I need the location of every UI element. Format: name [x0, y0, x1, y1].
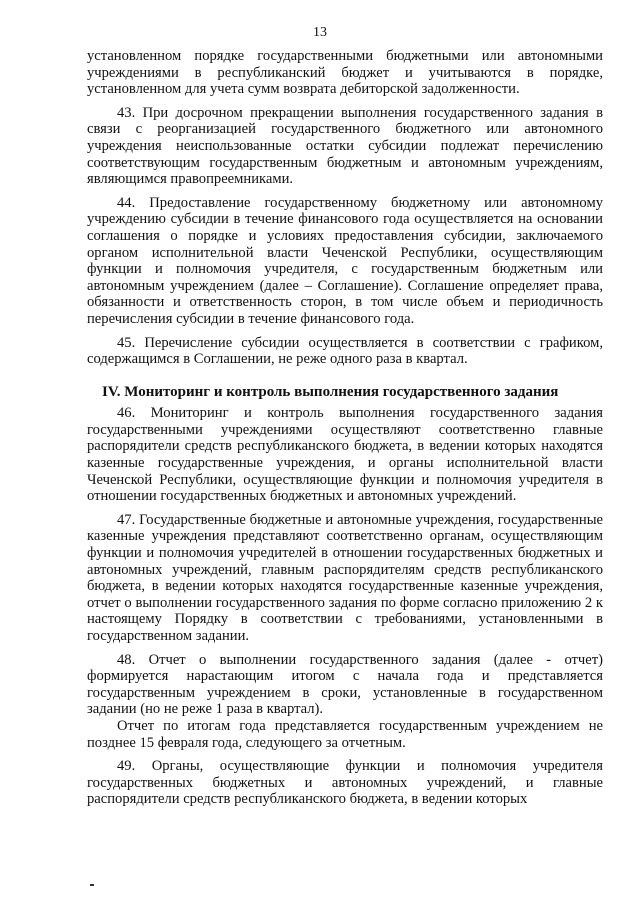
paragraph-43: 43. При досрочном прекращении выполнения государственного задания в связи с реорганизацией государственного бюджетного или автономного учреждения неиспользованные остатки субсидии подлежат перечислению соответствующим государственным бюджетным и автономным учреждениям, являющимся правопреемниками. [87, 104, 603, 188]
paragraph-48: 48. Отчет о выполнении государственного задания (далее - отчет) формируется нарастающим итогом с начала года и представляется государственным учреждением в сроки, установленные в государственном задании (но не реже 1 раза в квартал). [87, 651, 603, 718]
paragraph-44: 44. Предоставление государственному бюджетному или автономному учреждению субсидии в течение финансового года осуществляется на основании соглашения о порядке и условиях предоставления субсидии, заключаемого органом исполнительной власти Чеченской Республики, осуществляющим функции и полномочия учредителя, с государственным бюджетным или автономным учреждением (далее – Соглашение). Соглашение определяет права, обязанности и ответственность сторон, в том числе объем и периодичность перечисления субсидии в течение финансового года. [87, 194, 603, 327]
paragraph-47: 47. Государственные бюджетные и автономные учреждения, государственные казенные учреждения представляют соответственно органам, осуществляющим функции и полномочия учредителей в отношении государственных бюджетных и автономных учреждений, главным распорядителям средств республиканского бюджета, в ведении которых находятся государственные казенные учреждения, отчет о выполнении государственного задания по форме согласно приложению 2 к настоящему Порядку в соответствии с требованиями, установленными в государственном задании. [87, 511, 603, 644]
paragraph-45: 45. Перечисление субсидии осуществляется в соответствии с графиком, содержащимся в Соглашении, не реже одного раза в квартал. [87, 334, 603, 368]
section-heading: IV. Мониторинг и контроль выполнения государственного задания [102, 383, 559, 400]
paragraph-46: 46. Мониторинг и контроль выполнения государственного задания государственными учреждениями осуществляют соответственно главные распорядители средств республиканского бюджета, в ведении которых находятся казенные государственные учреждения, и органы исполнительной власти Чеченской Республики, осуществляющие функции и полномочия учредителя в отношении государственных бюджетных и автономных учреждений. [87, 405, 603, 505]
document-body [87, 48, 603, 815]
paragraph-continuation: установленном порядке государственными бюджетными или автономными учреждениями в республиканский бюджет и учитываются в порядке, установленном для учета сумм возврата дебиторской задолженности. [87, 48, 603, 98]
page-number: 13 [313, 25, 327, 40]
paragraph-49: 49. Органы, осуществляющие функции и полномочия учредителя государственных бюджетных и автономных учреждений, и главные распорядители средств республиканского бюджета, в ведении которых [87, 758, 603, 808]
scan-mark [90, 884, 94, 886]
paragraph-48-annual-report: Отчет по итогам года представляется государственным учреждением не позднее 15 февраля года, следующего за отчетным. [87, 717, 603, 751]
